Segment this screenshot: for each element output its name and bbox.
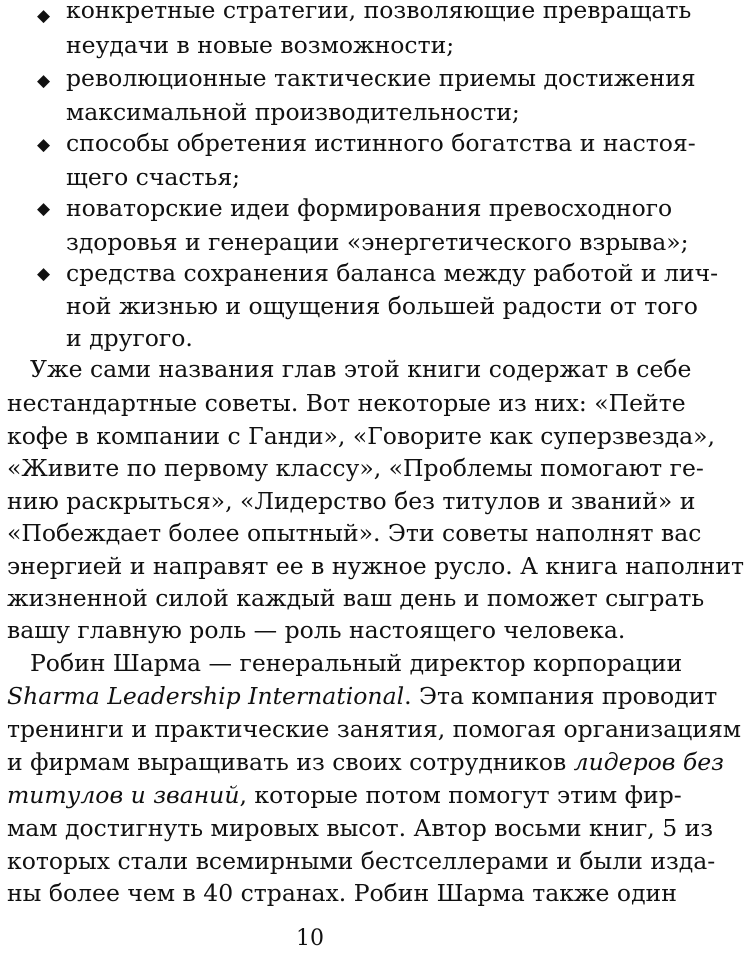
- bullet-text-line: способы обретения истинного богатства и настоя-: [66, 129, 696, 157]
- paragraph-line: кофе в компании с Ганди», «Говорите как суперзвезда»,: [7, 422, 715, 450]
- bullet-diamond-icon: ◆: [37, 6, 51, 26]
- bullet-text-line: здоровья и генерации «энергетического взрыва»;: [66, 228, 689, 256]
- paragraph-line: нестандартные советы. Вот некоторые из них: «Пейте: [7, 389, 686, 417]
- paragraph-line: нию раскрыться», «Лидерство без титулов и званий» и: [7, 487, 696, 515]
- paragraph-line: «Живите по первому классу», «Проблемы помогают ге-: [7, 454, 704, 482]
- bullet-text-line: неудачи в новые возможности;: [66, 31, 455, 59]
- bullet-text-line: ной жизнью и ощущения большей радости от того: [66, 292, 698, 320]
- paragraph-line: Робин Шарма — генеральный директор корпорации: [30, 649, 683, 677]
- emphasis-text: титулов и званий: [7, 781, 240, 809]
- paragraph-line: [7, 680, 718, 712]
- company-name: Sharma Leadership International: [7, 682, 405, 710]
- paragraph-line: [7, 779, 682, 811]
- bullet-text-line: средства сохранения баланса между работой и лич-: [66, 259, 719, 287]
- page-number: 10: [296, 926, 324, 951]
- paragraph-line: Уже сами названия глав этой книги содержат в себе: [30, 355, 692, 383]
- paragraph-line: энергией и направят ее в нужное русло. А книга наполнит: [7, 552, 744, 580]
- paragraph-text: и фирмам выращивать из своих сотрудников: [7, 748, 574, 776]
- bullet-text-line: конкретные стратегии, позволяющие превращать: [66, 0, 692, 24]
- paragraph-line: [7, 746, 724, 778]
- paragraph-line: тренинги и практические занятия, помогая организациям: [7, 715, 742, 743]
- paragraph-text: , которые потом помогут этим фир-: [239, 781, 682, 809]
- bullet-text-line: новаторские идеи формирования превосходного: [66, 194, 673, 222]
- paragraph-text: . Эта компания проводит: [404, 682, 718, 710]
- bullet-diamond-icon: ◆: [37, 71, 51, 91]
- bullet-diamond-icon: ◆: [37, 264, 51, 284]
- bullet-diamond-icon: ◆: [37, 135, 51, 155]
- bullet-text-line: щего счастья;: [66, 163, 241, 191]
- bullet-text-line: максимальной производительности;: [66, 98, 520, 126]
- emphasis-text: лидеров без: [573, 748, 724, 776]
- paragraph-line: которых стали всемирными бестселлерами и были изда-: [7, 847, 716, 875]
- bullet-text-line: и другого.: [66, 324, 193, 352]
- paragraph-line: ны более чем в 40 странах. Робин Шарма также один: [7, 879, 677, 907]
- paragraph-line: «Побеждает более опытный». Эти советы наполнят вас: [7, 519, 702, 547]
- bullet-text-line: революционные тактические приемы достижения: [66, 64, 696, 92]
- bullet-diamond-icon: ◆: [37, 199, 51, 219]
- paragraph-line: вашу главную роль — роль настоящего человека.: [7, 616, 626, 644]
- paragraph-line: жизненной силой каждый ваш день и поможет сыграть: [7, 584, 705, 612]
- paragraph-line: мам достигнуть мировых высот. Автор восьми книг, 5 из: [7, 814, 714, 842]
